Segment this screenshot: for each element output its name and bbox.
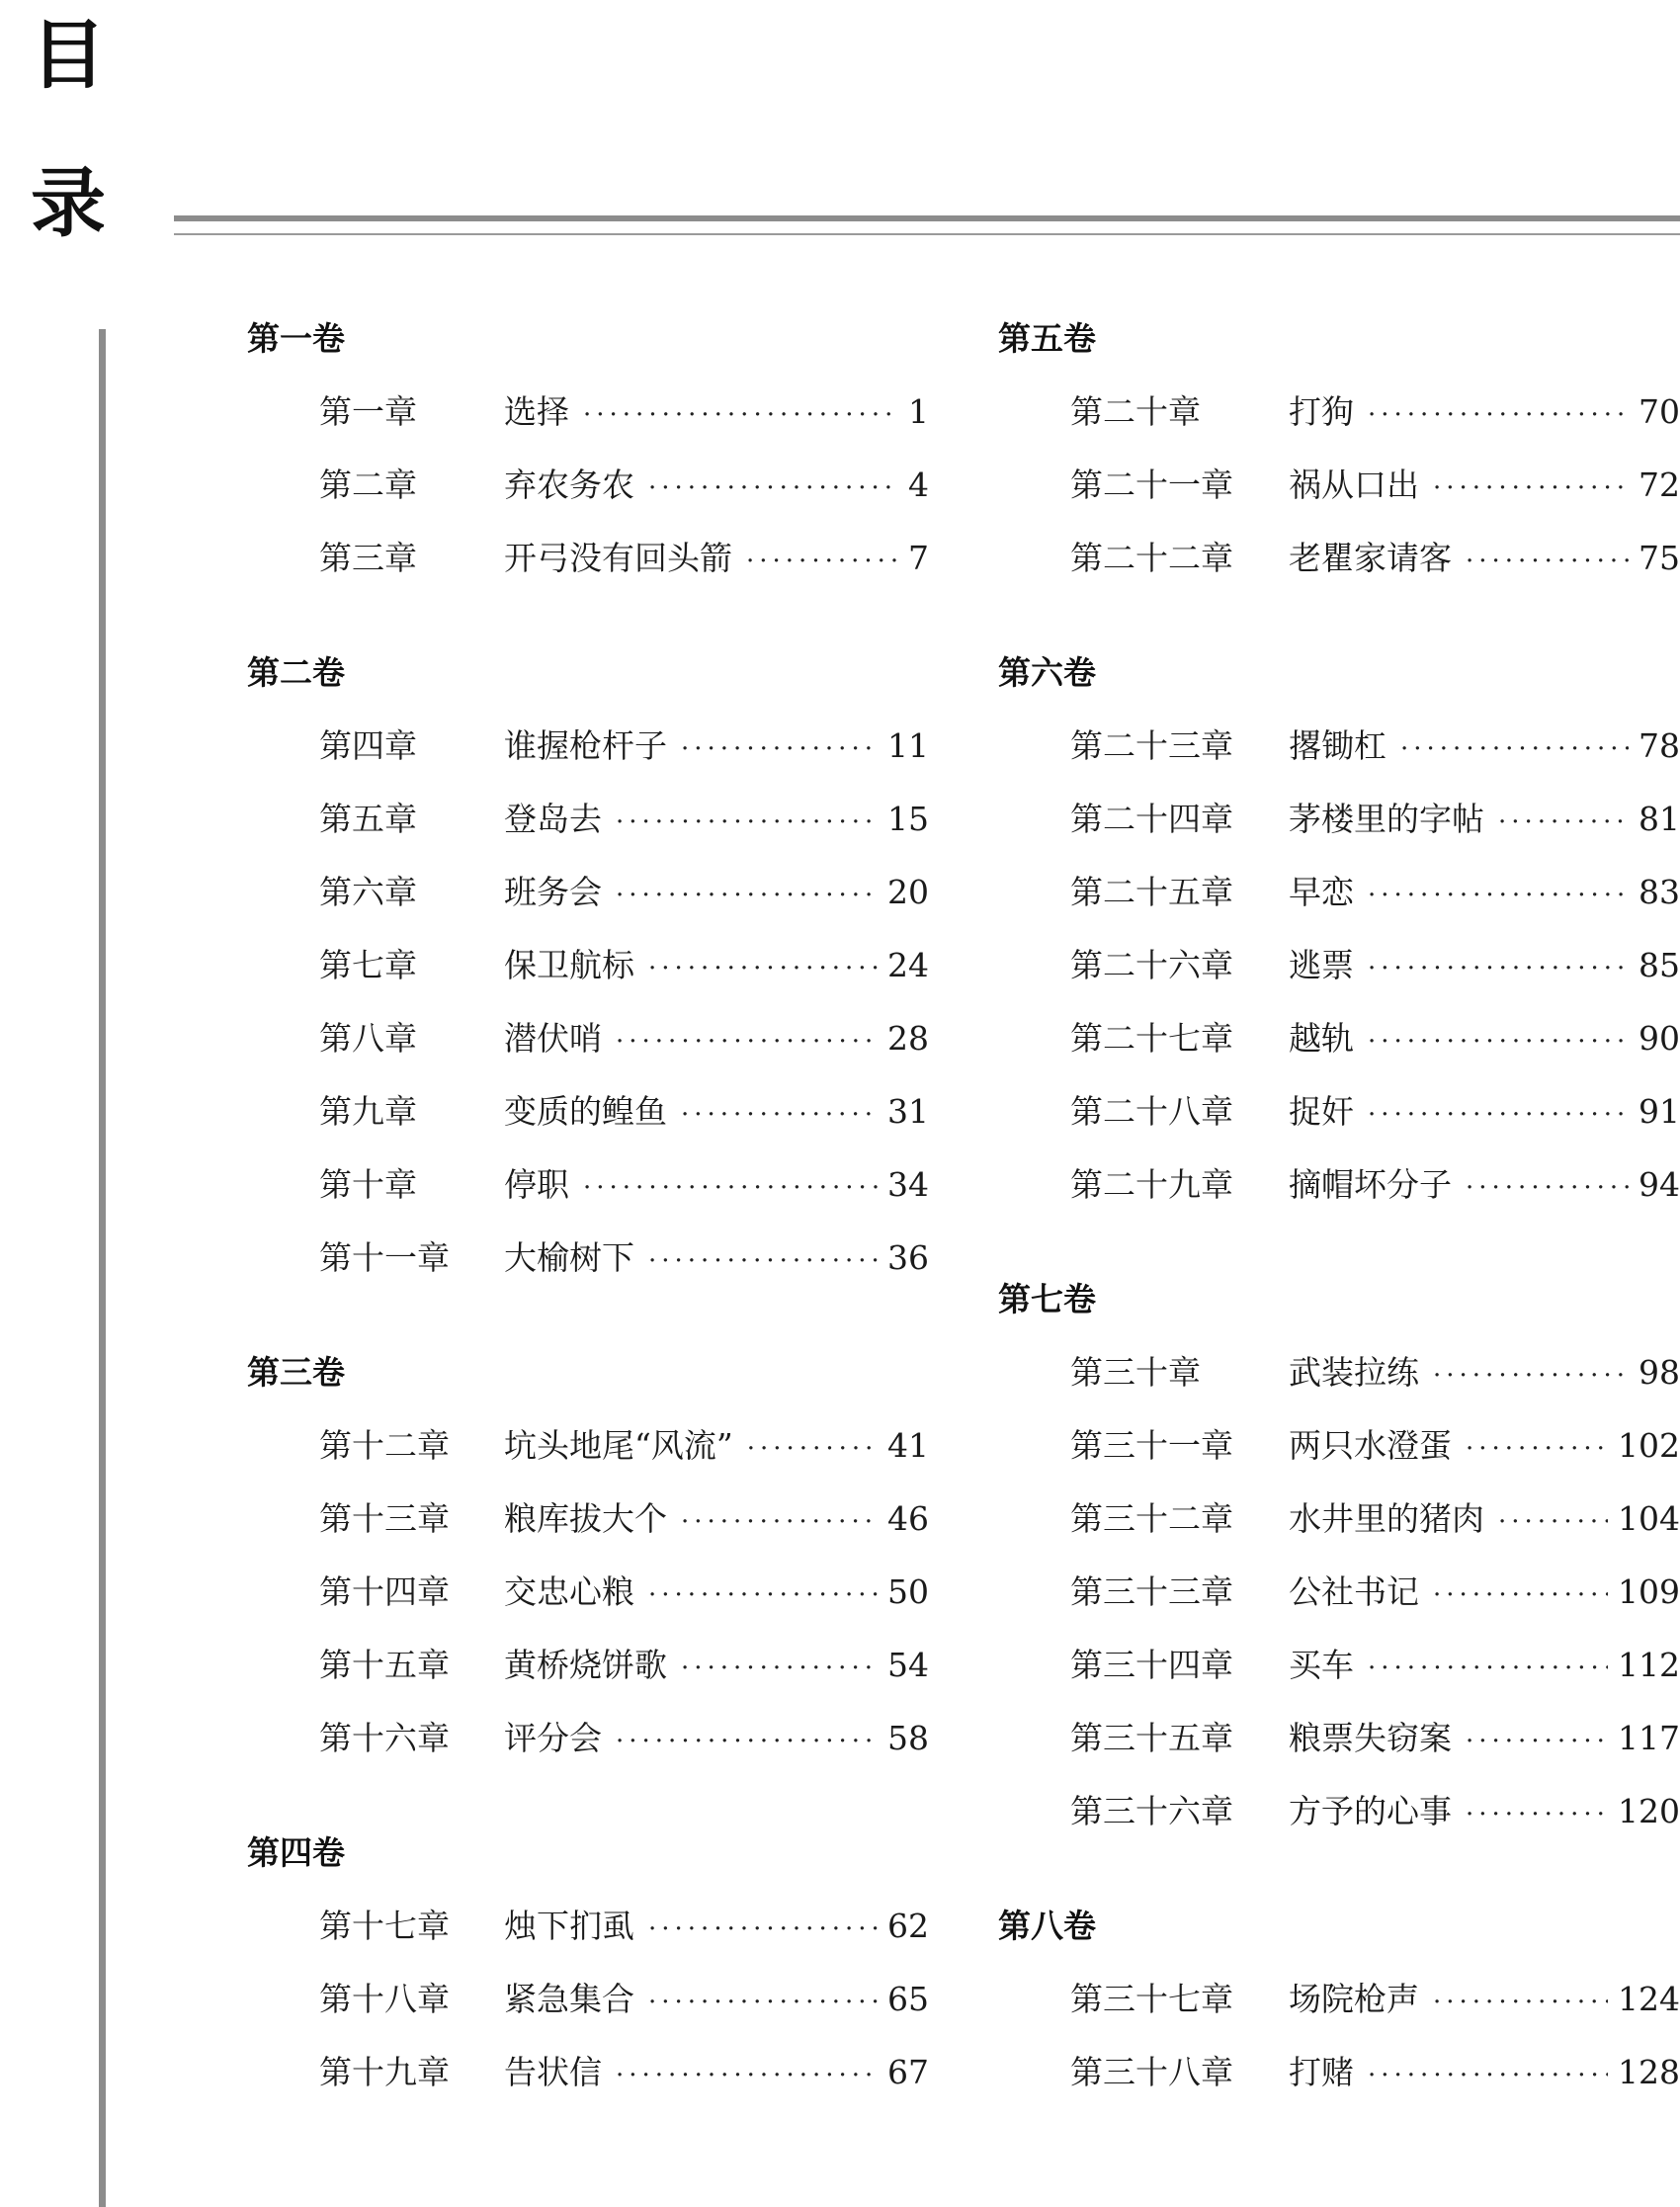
chapter-entry[interactable] bbox=[998, 799, 1680, 872]
chapter-entry[interactable] bbox=[998, 1352, 1680, 1425]
chapter-page-number: 50 bbox=[887, 1572, 929, 1611]
chapter-page-number: 11 bbox=[887, 726, 929, 765]
chapter-page-number: 62 bbox=[887, 1907, 929, 1945]
chapter-entry[interactable] bbox=[998, 945, 1680, 1018]
chapter-number: 第十一章 bbox=[319, 1238, 450, 1277]
chapter-page-number: 31 bbox=[887, 1092, 929, 1131]
chapter-page-number: 117 bbox=[1618, 1719, 1680, 1757]
chapter-entry[interactable] bbox=[998, 538, 1680, 579]
chapter-page-number: 70 bbox=[1638, 392, 1680, 431]
chapter-entry[interactable] bbox=[247, 1645, 929, 1718]
page-title-char-1: 目 bbox=[31, 11, 106, 99]
dot-leader bbox=[616, 2055, 878, 2096]
chapter-number: 第十四章 bbox=[319, 1572, 450, 1611]
chapter-number: 第二十五章 bbox=[1070, 873, 1233, 911]
chapter-title: 开弓没有回头箭 bbox=[504, 539, 732, 577]
dot-leader bbox=[1433, 1574, 1608, 1616]
chapter-entry[interactable] bbox=[998, 465, 1680, 538]
dot-leader bbox=[1368, 1648, 1608, 1689]
chapter-number: 第四章 bbox=[319, 726, 417, 765]
chapter-page-number: 75 bbox=[1638, 539, 1680, 577]
chapter-entry[interactable] bbox=[247, 799, 929, 872]
dot-leader bbox=[648, 467, 898, 509]
chapter-page-number: 102 bbox=[1618, 1426, 1680, 1465]
chapter-title: 班务会 bbox=[504, 873, 602, 911]
chapter-entry[interactable] bbox=[247, 945, 929, 1018]
chapter-number: 第三十四章 bbox=[1070, 1646, 1233, 1684]
chapter-entry[interactable] bbox=[998, 1645, 1680, 1718]
chapter-title: 告状信 bbox=[504, 2053, 602, 2091]
chapter-page-number: 7 bbox=[908, 539, 929, 577]
chapter-title: 越轨 bbox=[1289, 1019, 1354, 1058]
volume-section bbox=[247, 1352, 929, 1759]
chapter-page-number: 41 bbox=[887, 1426, 929, 1465]
chapter-entry[interactable] bbox=[247, 1237, 929, 1279]
dot-leader bbox=[1466, 1167, 1629, 1209]
dot-leader bbox=[583, 1167, 878, 1209]
chapter-number: 第三十七章 bbox=[1070, 1980, 1233, 2018]
margin-bar bbox=[99, 329, 106, 2207]
volume-title: 第五卷 bbox=[998, 319, 1096, 358]
chapter-number: 第十九章 bbox=[319, 2053, 450, 2091]
chapter-number: 第十八章 bbox=[319, 1980, 450, 2018]
dot-leader bbox=[648, 1909, 878, 1950]
chapter-page-number: 4 bbox=[908, 466, 929, 504]
chapter-number: 第十六章 bbox=[319, 1719, 450, 1757]
chapter-title: 捉奸 bbox=[1289, 1092, 1354, 1131]
dot-leader bbox=[616, 1021, 878, 1062]
chapter-title: 紧急集合 bbox=[504, 1980, 634, 2018]
chapter-title: 打赌 bbox=[1289, 2053, 1354, 2091]
dot-leader bbox=[648, 1982, 878, 2023]
dot-leader bbox=[583, 394, 898, 436]
chapter-entry[interactable] bbox=[247, 872, 929, 945]
dot-leader bbox=[1368, 1094, 1629, 1136]
dot-leader bbox=[1368, 2055, 1608, 2096]
chapter-number: 第十三章 bbox=[319, 1499, 450, 1538]
dot-leader bbox=[1466, 1794, 1608, 1835]
chapter-title: 评分会 bbox=[504, 1719, 602, 1757]
chapter-number: 第三十二章 bbox=[1070, 1499, 1233, 1538]
chapter-page-number: 15 bbox=[887, 800, 929, 838]
chapter-title: 场院枪声 bbox=[1289, 1980, 1419, 2018]
page-title-char-2: 录 bbox=[31, 159, 106, 247]
dot-leader bbox=[648, 1574, 878, 1616]
chapter-number: 第一章 bbox=[319, 392, 417, 431]
chapter-number: 第二十七章 bbox=[1070, 1019, 1233, 1058]
chapter-title: 粮库拔大个 bbox=[504, 1499, 667, 1538]
chapter-page-number: 94 bbox=[1638, 1165, 1680, 1204]
dot-leader bbox=[616, 802, 878, 843]
volume-title: 第二卷 bbox=[247, 653, 345, 692]
dot-leader bbox=[1433, 1982, 1608, 2023]
chapter-number: 第二十九章 bbox=[1070, 1165, 1233, 1204]
chapter-title: 停职 bbox=[504, 1165, 569, 1204]
chapter-page-number: 104 bbox=[1618, 1499, 1680, 1538]
chapter-number: 第二十四章 bbox=[1070, 800, 1233, 838]
chapter-entry[interactable] bbox=[247, 1091, 929, 1164]
chapter-number: 第三十三章 bbox=[1070, 1572, 1233, 1611]
chapter-title: 老瞿家请客 bbox=[1289, 539, 1452, 577]
dot-leader bbox=[616, 1721, 878, 1762]
chapter-number: 第二十六章 bbox=[1070, 946, 1233, 984]
dot-leader bbox=[1466, 1428, 1608, 1470]
chapter-page-number: 54 bbox=[887, 1646, 929, 1684]
chapter-page-number: 85 bbox=[1638, 946, 1680, 984]
chapter-page-number: 72 bbox=[1638, 466, 1680, 504]
volume-title: 第七卷 bbox=[998, 1280, 1096, 1318]
chapter-number: 第九章 bbox=[319, 1092, 417, 1131]
chapter-title: 茅楼里的字帖 bbox=[1289, 800, 1484, 838]
chapter-entry[interactable] bbox=[998, 391, 1680, 465]
chapter-entry[interactable] bbox=[247, 1164, 929, 1237]
dot-leader bbox=[1368, 948, 1629, 989]
chapter-entry[interactable] bbox=[998, 1425, 1680, 1498]
volume-title: 第一卷 bbox=[247, 319, 345, 358]
chapter-page-number: 58 bbox=[887, 1719, 929, 1757]
chapter-title: 变质的鳇鱼 bbox=[504, 1092, 667, 1131]
chapter-number: 第八章 bbox=[319, 1019, 417, 1058]
chapter-title: 方予的心事 bbox=[1289, 1792, 1452, 1830]
chapter-number: 第七章 bbox=[319, 946, 417, 984]
volume-title: 第六卷 bbox=[998, 653, 1096, 692]
dot-leader bbox=[1433, 1355, 1629, 1397]
volume-section bbox=[998, 318, 1680, 579]
chapter-entry[interactable] bbox=[998, 1718, 1680, 1791]
dot-leader bbox=[1498, 1501, 1608, 1543]
chapter-entry[interactable] bbox=[998, 2052, 1680, 2093]
chapter-page-number: 46 bbox=[887, 1499, 929, 1538]
chapter-entry[interactable] bbox=[247, 465, 929, 538]
chapter-number: 第十五章 bbox=[319, 1646, 450, 1684]
chapter-number: 第三章 bbox=[319, 539, 417, 577]
chapter-page-number: 98 bbox=[1638, 1353, 1680, 1392]
chapter-entry[interactable] bbox=[247, 2052, 929, 2093]
chapter-page-number: 67 bbox=[887, 2053, 929, 2091]
dot-leader bbox=[681, 728, 878, 770]
chapter-entry[interactable] bbox=[998, 1498, 1680, 1571]
chapter-title: 黄桥烧饼歌 bbox=[504, 1646, 667, 1684]
dot-leader bbox=[1466, 1721, 1608, 1762]
chapter-entry[interactable] bbox=[247, 1906, 929, 1979]
chapter-number: 第三十六章 bbox=[1070, 1792, 1233, 1830]
chapter-title: 弃农务农 bbox=[504, 466, 634, 504]
chapter-page-number: 109 bbox=[1618, 1572, 1680, 1611]
chapter-title: 潜伏哨 bbox=[504, 1019, 602, 1058]
chapter-number: 第三十五章 bbox=[1070, 1719, 1233, 1757]
chapter-page-number: 28 bbox=[887, 1019, 929, 1058]
chapter-page-number: 36 bbox=[887, 1238, 929, 1277]
dot-leader bbox=[616, 875, 878, 916]
chapter-entry[interactable] bbox=[247, 725, 929, 799]
chapter-entry[interactable] bbox=[247, 1018, 929, 1091]
chapter-number: 第十章 bbox=[319, 1165, 417, 1204]
chapter-entry[interactable] bbox=[998, 1571, 1680, 1645]
volume-title: 第八卷 bbox=[998, 1907, 1096, 1945]
chapter-page-number: 81 bbox=[1638, 800, 1680, 838]
chapter-number: 第五章 bbox=[319, 800, 417, 838]
chapter-title: 两只水澄蛋 bbox=[1289, 1426, 1452, 1465]
dot-leader bbox=[1368, 394, 1629, 436]
chapter-page-number: 20 bbox=[887, 873, 929, 911]
chapter-number: 第三十章 bbox=[1070, 1353, 1201, 1392]
chapter-entry[interactable] bbox=[998, 872, 1680, 945]
chapter-number: 第十七章 bbox=[319, 1907, 450, 1945]
chapter-title: 谁握枪杆子 bbox=[504, 726, 667, 765]
chapter-entry[interactable] bbox=[247, 1571, 929, 1645]
chapter-number: 第二十二章 bbox=[1070, 539, 1233, 577]
chapter-number: 第二十章 bbox=[1070, 392, 1201, 431]
chapter-page-number: 78 bbox=[1638, 726, 1680, 765]
volume-section bbox=[998, 1906, 1680, 2093]
chapter-entry[interactable] bbox=[998, 1979, 1680, 2052]
dot-leader bbox=[681, 1648, 878, 1689]
chapter-number: 第二章 bbox=[319, 466, 417, 504]
dot-leader bbox=[648, 1240, 878, 1282]
chapter-title: 登岛去 bbox=[504, 800, 602, 838]
chapter-entry[interactable] bbox=[247, 1425, 929, 1498]
chapter-title: 撂锄杠 bbox=[1289, 726, 1386, 765]
chapter-title: 打狗 bbox=[1289, 392, 1354, 431]
chapter-number: 第二十八章 bbox=[1070, 1092, 1233, 1131]
chapter-title: 坑头地尾“风流” bbox=[504, 1426, 733, 1465]
volume-section bbox=[247, 318, 929, 579]
volume-title: 第四卷 bbox=[247, 1833, 345, 1872]
chapter-number: 第二十一章 bbox=[1070, 466, 1233, 504]
dot-leader bbox=[1433, 467, 1629, 509]
chapter-page-number: 120 bbox=[1618, 1792, 1680, 1830]
chapter-title: 买车 bbox=[1289, 1646, 1354, 1684]
header-rule-thick bbox=[174, 215, 1680, 221]
chapter-entry[interactable] bbox=[998, 725, 1680, 799]
chapter-entry[interactable] bbox=[998, 1091, 1680, 1164]
dot-leader bbox=[681, 1501, 878, 1543]
chapter-entry[interactable] bbox=[247, 1498, 929, 1571]
chapter-title: 公社书记 bbox=[1289, 1572, 1419, 1611]
chapter-page-number: 83 bbox=[1638, 873, 1680, 911]
dot-leader bbox=[746, 541, 898, 582]
chapter-title: 选择 bbox=[504, 392, 569, 431]
chapter-number: 第三十八章 bbox=[1070, 2053, 1233, 2091]
chapter-page-number: 34 bbox=[887, 1165, 929, 1204]
chapter-title: 摘帽坏分子 bbox=[1289, 1165, 1452, 1204]
toc-right-column bbox=[998, 318, 1680, 2093]
volume-section bbox=[247, 1832, 929, 2093]
chapter-page-number: 90 bbox=[1638, 1019, 1680, 1058]
dot-leader bbox=[648, 948, 878, 989]
chapter-entry[interactable] bbox=[247, 1979, 929, 2052]
chapter-title: 粮票失窃案 bbox=[1289, 1719, 1452, 1757]
chapter-page-number: 91 bbox=[1638, 1092, 1680, 1131]
volume-section bbox=[247, 652, 929, 1279]
chapter-entry[interactable] bbox=[247, 391, 929, 465]
chapter-entry[interactable] bbox=[247, 1718, 929, 1759]
chapter-entry[interactable] bbox=[998, 1791, 1680, 1832]
chapter-title: 祸从口出 bbox=[1289, 466, 1419, 504]
chapter-page-number: 24 bbox=[887, 946, 929, 984]
chapter-entry[interactable] bbox=[998, 1018, 1680, 1091]
chapter-title: 早恋 bbox=[1289, 873, 1354, 911]
volume-section bbox=[998, 652, 1680, 1206]
chapter-number: 第六章 bbox=[319, 873, 417, 911]
dot-leader bbox=[1368, 1021, 1629, 1062]
page-title bbox=[24, 11, 113, 314]
chapter-entry[interactable] bbox=[247, 538, 929, 579]
chapter-page-number: 112 bbox=[1618, 1646, 1680, 1684]
chapter-title: 水井里的猪肉 bbox=[1289, 1499, 1484, 1538]
dot-leader bbox=[1498, 802, 1629, 843]
dot-leader bbox=[681, 1094, 878, 1136]
volume-title: 第三卷 bbox=[247, 1353, 345, 1392]
dot-leader bbox=[1400, 728, 1629, 770]
volume-section bbox=[998, 1279, 1680, 1832]
chapter-number: 第十二章 bbox=[319, 1426, 450, 1465]
dot-leader bbox=[1368, 875, 1629, 916]
chapter-page-number: 1 bbox=[908, 392, 929, 431]
chapter-title: 保卫航标 bbox=[504, 946, 634, 984]
chapter-number: 第二十三章 bbox=[1070, 726, 1233, 765]
toc-left-column bbox=[247, 318, 929, 2093]
header-rule-thin bbox=[174, 233, 1680, 235]
chapter-page-number: 128 bbox=[1618, 2053, 1680, 2091]
dot-leader bbox=[1466, 541, 1629, 582]
chapter-title: 大榆树下 bbox=[504, 1238, 634, 1277]
chapter-page-number: 124 bbox=[1618, 1980, 1680, 2018]
chapter-title: 烛下扪虱 bbox=[504, 1907, 634, 1945]
dot-leader bbox=[747, 1428, 878, 1470]
chapter-title: 武装拉练 bbox=[1289, 1353, 1419, 1392]
chapter-title: 逃票 bbox=[1289, 946, 1354, 984]
chapter-title: 交忠心粮 bbox=[504, 1572, 634, 1611]
chapter-number: 第三十一章 bbox=[1070, 1426, 1233, 1465]
chapter-page-number: 65 bbox=[887, 1980, 929, 2018]
chapter-entry[interactable] bbox=[998, 1164, 1680, 1206]
